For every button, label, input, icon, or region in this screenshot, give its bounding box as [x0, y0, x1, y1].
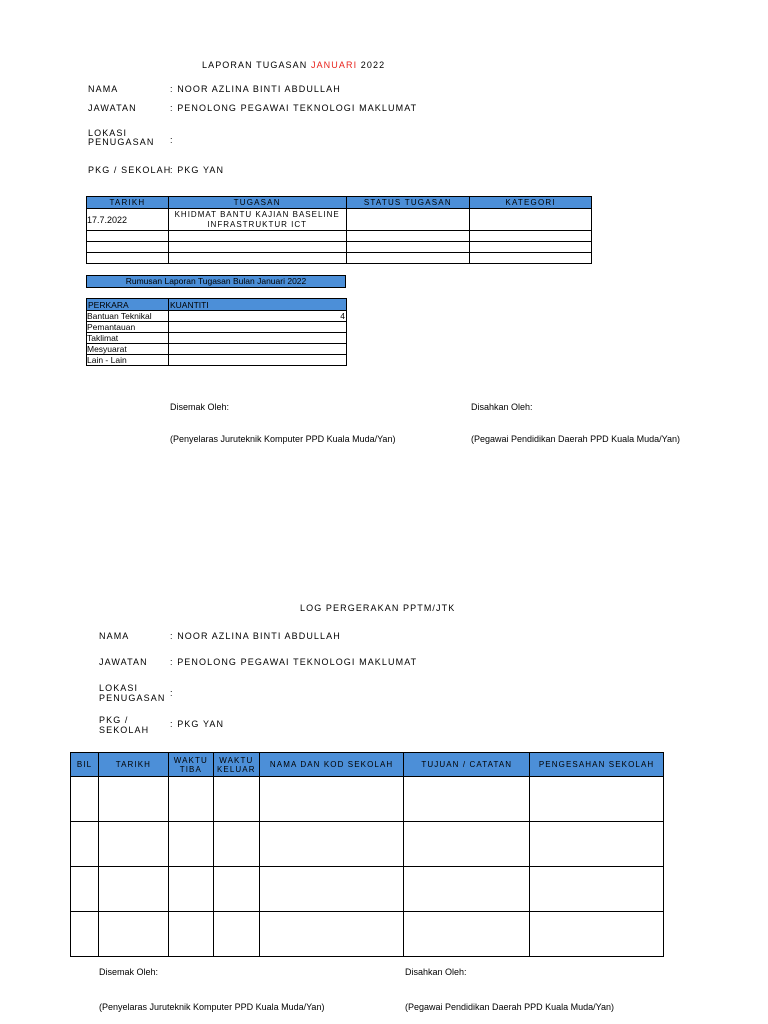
log-header-pengesahan: PENGESAHAN SEKOLAH: [530, 753, 664, 777]
table-row: [87, 311, 347, 322]
log-header-bil: BIL: [71, 753, 99, 777]
task-cell-status: [346, 209, 470, 231]
task-cell-task: KHIDMAT BANTU KAJIAN BASELINE INFRASTRUKTUR ICT: [168, 209, 346, 231]
log-table: [70, 752, 664, 957]
log-field-value-lokasi: :: [170, 688, 174, 698]
field-label-lokasi: LOKASI PENUGASAN: [88, 128, 155, 147]
report-title: LAPORAN TUGASAN JANUARI 2022: [202, 60, 386, 70]
summary-cell-qty: [169, 322, 347, 333]
task-header-status: STATUS TUGASAN: [346, 197, 470, 209]
log-field-value-jawatan: : PENOLONG PEGAWAI TEKNOLOGI MAKLUMAT: [170, 657, 418, 667]
summary-cell-item: Bantuan Teknikal: [87, 311, 169, 322]
log-header-waktu-keluar: WAKTU KELUAR: [213, 753, 259, 777]
task-cell-status: [346, 231, 470, 242]
field-label-jawatan: JAWATAN: [88, 103, 137, 113]
task-table: [86, 196, 592, 264]
table-row: [71, 777, 664, 822]
task-cell-task: [168, 242, 346, 253]
table-row: [71, 867, 664, 912]
approver-role: (Pegawai Pendidikan Daerah PPD Kuala Muda/Yan): [471, 434, 680, 444]
field-value-nama: : NOOR AZLINA BINTI ABDULLAH: [170, 84, 341, 94]
table-row: [87, 231, 592, 242]
task-cell-date: [87, 231, 169, 242]
task-cell-category: [470, 242, 592, 253]
table-row: [87, 253, 592, 264]
task-header-tarikh: TARIKH: [87, 197, 169, 209]
field-label-pkg: PKG / SEKOLAH: [88, 165, 172, 175]
task-cell-date: 17.7.2022: [87, 209, 169, 231]
table-row: [87, 333, 347, 344]
task-cell-status: [346, 253, 470, 264]
log-checked-by-label: Disemak Oleh:: [99, 967, 159, 977]
task-cell-date: [87, 242, 169, 253]
field-value-lokasi: :: [170, 135, 174, 145]
log-header-tarikh: TARIKH: [98, 753, 168, 777]
summary-cell-qty: [169, 344, 347, 355]
summary-cell-item: Pemantauan: [87, 322, 169, 333]
log-field-label-pkg: PKG / SEKOLAH: [99, 715, 150, 735]
table-row: [71, 912, 664, 957]
log-field-value-pkg: : PKG YAN: [170, 719, 225, 729]
field-value-jawatan: : PENOLONG PEGAWAI TEKNOLOGI MAKLUMAT: [170, 103, 418, 113]
log-header-waktu-tiba: WAKTU TIBA: [168, 753, 213, 777]
summary-header-kuantiti: KUANTITI: [169, 299, 347, 311]
summary-cell-item: Taklimat: [87, 333, 169, 344]
task-cell-task: [168, 253, 346, 264]
summary-cell-qty: [169, 333, 347, 344]
task-cell-task: [168, 231, 346, 242]
log-field-label-lokasi: LOKASI PENUGASAN: [99, 683, 166, 703]
summary-cell-item: Mesyuarat: [87, 344, 169, 355]
task-cell-status: [346, 242, 470, 253]
report-title-month: JANUARI: [310, 60, 358, 70]
summary-title: Rumusan Laporan Tugasan Bulan Januari 2022: [86, 275, 346, 288]
table-row: [87, 322, 347, 333]
task-cell-category: [470, 231, 592, 242]
table-row: [87, 355, 347, 366]
checked-by-label: Disemak Oleh:: [170, 402, 230, 412]
log-checker-role: (Penyelaras Juruteknik Komputer PPD Kuala Muda/Yan): [99, 1002, 325, 1012]
task-cell-category: [470, 209, 592, 231]
table-row: [87, 242, 592, 253]
log-approved-by-label: Disahkan Oleh:: [405, 967, 467, 977]
log-title: LOG PERGERAKAN PPTM/JTK: [300, 603, 456, 613]
task-header-kategori: KATEGORI: [470, 197, 592, 209]
log-field-value-nama: : NOOR AZLINA BINTI ABDULLAH: [170, 631, 341, 641]
log-field-label-jawatan: JAWATAN: [99, 657, 148, 667]
task-cell-category: [470, 253, 592, 264]
summary-cell-qty: 4: [169, 311, 347, 322]
field-label-nama: NAMA: [88, 84, 119, 94]
task-cell-date: [87, 253, 169, 264]
checker-role: (Penyelaras Juruteknik Komputer PPD Kuala Muda/Yan): [170, 434, 396, 444]
log-approver-role: (Pegawai Pendidikan Daerah PPD Kuala Muda/Yan): [405, 1002, 614, 1012]
summary-cell-qty: [169, 355, 347, 366]
table-row: [71, 822, 664, 867]
log-field-label-nama: NAMA: [99, 631, 130, 641]
field-value-pkg: : PKG YAN: [170, 165, 225, 175]
table-row: [87, 209, 592, 231]
summary-table: [86, 298, 347, 366]
table-row: [87, 344, 347, 355]
log-header-tujuan: TUJUAN / CATATAN: [404, 753, 530, 777]
approved-by-label: Disahkan Oleh:: [471, 402, 533, 412]
task-header-tugasan: TUGASAN: [168, 197, 346, 209]
summary-cell-item: Lain - Lain: [87, 355, 169, 366]
summary-header-perkara: PERKARA: [87, 299, 169, 311]
log-header-nama-sekolah: NAMA DAN KOD SEKOLAH: [259, 753, 404, 777]
